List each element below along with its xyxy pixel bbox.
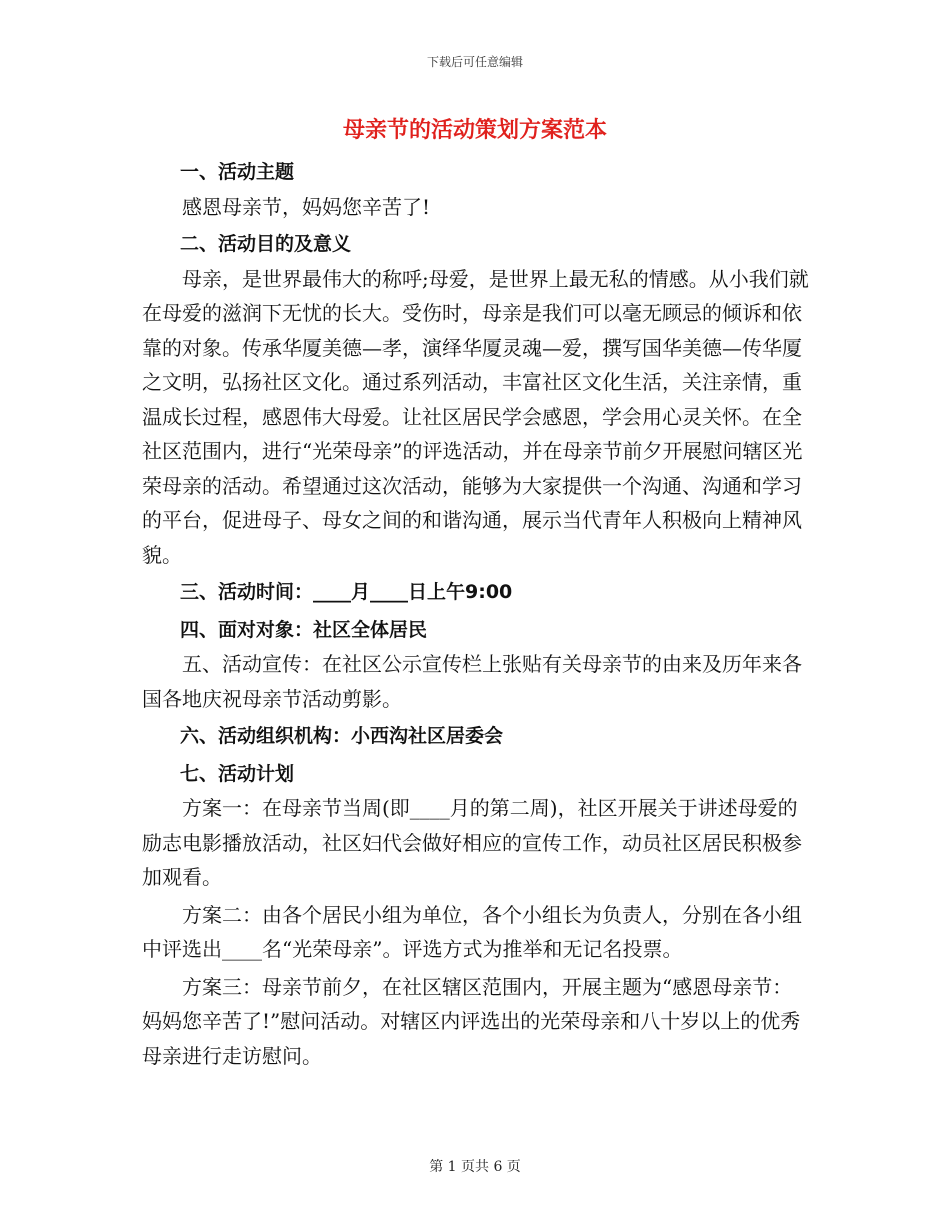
document-body [142,152,810,1076]
header-note: 下载后可任意编辑 [426,55,523,69]
paragraph: 方案二：由各个居民小组为单位，各个小组长为负责人，分别在各小组中评选出____名“光荣母亲”。评选方式为推举和无记名投票。 [142,902,802,961]
paragraph: 方案三：母亲节前夕，在社区辖区范围内，开展主题为“感恩母亲节：妈妈您辛苦了!”慰问活动。对辖区内评选出的光荣母亲和八十岁以上的优秀母亲进行走访慰问。 [142,974,801,1068]
paragraph: 母亲，是世界最伟大的称呼;母爱，是世界上最无私的情感。从小我们就在母爱的滋润下无忧的长大。受伤时，母亲是我们可以毫无顾忌的倾诉和依靠的对象。传承华厦美德—孝，演绎华厦灵魂—爱，撰写国华美德—传华厦之文明，弘扬社区文化。通过系列活动，丰富社区文化生活，关注亲情，重温成长过程，感恩伟大母爱。让社区居民学会感恩，学会用心灵关怀。在全社区范围内，进行“光荣母亲”的评选活动，并在母亲节前夕开展慰问辖区光荣母亲的活动。希望通过这次活动，能够为大家提供一个沟通、沟通和学习的平台，促进母子、母女之间的和谐沟通，展示当代青年人积极向上精神风貌。 [142,266,809,567]
section-heading: 六、活动组织机构：小西沟社区居委会 [180,725,504,747]
section-heading: 四、面对对象：社区全体居民 [180,618,428,641]
document-title: 母亲节的活动策划方案范本 [342,118,607,143]
page-number: 第 1 页共 6 页 [429,1159,521,1175]
section-heading: 七、活动计划 [180,762,295,785]
paragraph: 五、活动宣传：在社区公示宣传栏上张贴有关母亲节的由来及历年来各国各地庆祝母亲节活动剪影。 [142,652,802,711]
paragraph: 感恩母亲节，妈妈您辛苦了! [182,194,431,219]
section-heading: 二、活动目的及意义 [180,233,352,255]
section-heading: 一、活动主题 [180,161,295,183]
section-heading: 三、活动时间：____月____日上午9:00 [180,581,513,603]
paragraph: 方案一：在母亲节当周(即____月的第二周)，社区开展关于讲述母爱的励志电影播放活动，社区妇代会做好相应的宣传工作，动员社区居民积极参加观看。 [142,796,802,889]
